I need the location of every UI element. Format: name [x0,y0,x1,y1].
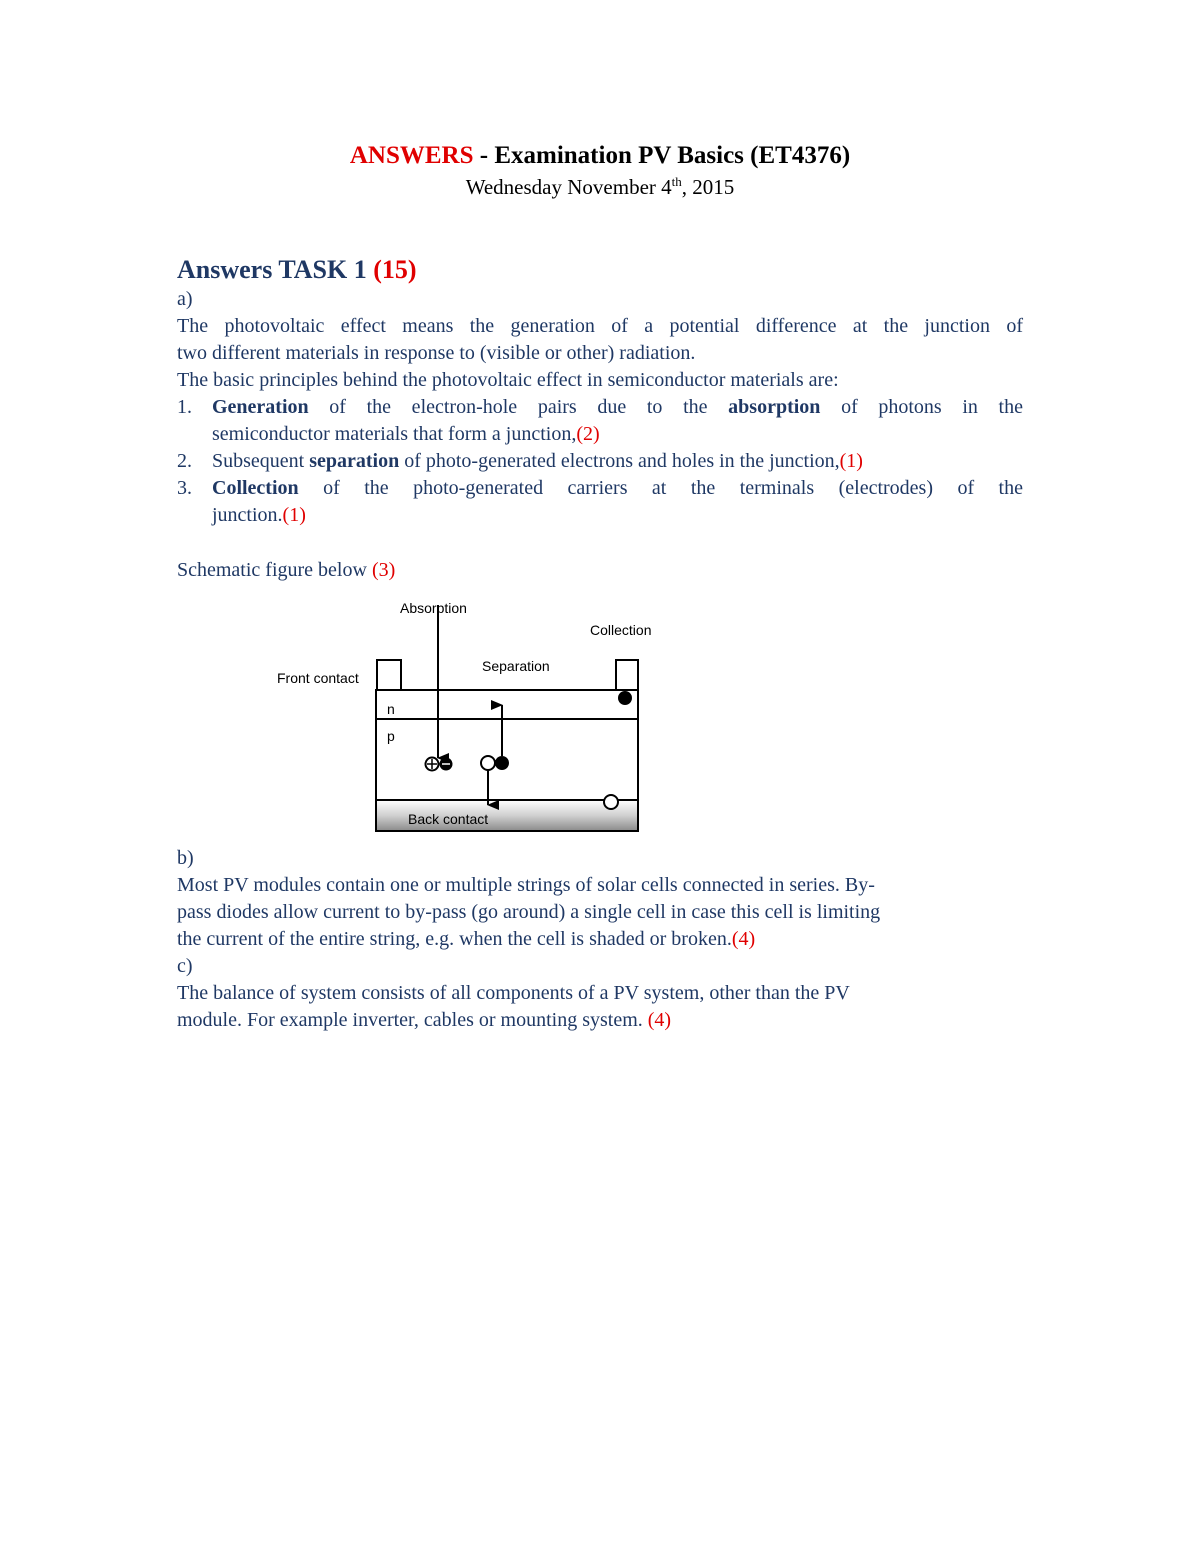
item-text: of photons in the [820,396,1023,418]
item-text: of the photo-generated carriers at the terminals (electrodes) of the [298,477,1023,499]
part-b-line3-text: the current of the entire string, e.g. when the cell is shaded or broken. [177,928,732,950]
list-number: 3. [177,477,192,499]
part-b-line1: Most PV modules contain one or multiple strings of solar cells connected in series. By- [177,874,875,896]
part-b-line3 [177,926,1023,953]
separated-hole-icon [481,756,495,770]
part-b-points: (4) [731,928,756,950]
item-text: of the electron-hole pairs due to the [308,396,729,418]
bold-term: Generation [212,396,309,418]
part-a-intro-line1: The photovoltaic effect means the generation of a potential difference at the junction of [177,315,1023,337]
part-c-line1: The balance of system consists of all components of a PV system, other than the PV [177,982,850,1004]
item-text: Subsequent [212,450,310,472]
list-number: 1. [177,396,192,418]
part-c-line2-text: module. For example inverter, cables or mounting system. [177,1009,648,1031]
part-a-intro-line2: two different materials in response to (visible or other) radiation. [177,342,696,364]
answers-word: ANSWERS [349,142,474,169]
part-a-label: a) [177,288,193,310]
front-contact-right [616,660,638,690]
part-c-points: (4) [647,1009,672,1031]
item-points: (2) [576,423,600,445]
list-item [177,475,1023,529]
date-sup: th [671,174,682,189]
principles-intro: The basic principles behind the photovoltaic effect in semiconductor materials are: [177,369,839,391]
separation-label: Separation [482,658,550,674]
pv-cell-diagram [260,595,680,840]
front-contact-label: Front contact [277,670,359,686]
title-rest: - Examination PV Basics (ET4376) [473,142,851,169]
figure-points: (3) [371,559,396,581]
collected-hole-icon [604,795,618,809]
absorption-label: Absorption [400,600,467,616]
collection-label: Collection [590,622,652,638]
list-item [177,394,1023,448]
bold-term: Collection [212,477,299,499]
collected-electron-icon [618,691,632,705]
bold-term: separation [309,450,400,472]
separated-electron-icon [495,756,509,770]
item-points: (1) [839,450,863,472]
caption-text: Schematic figure below [177,559,372,581]
bold-term: absorption [728,396,821,418]
item-text: of photo-generated electrons and holes in the junction, [399,450,840,472]
front-contact-left [377,660,401,690]
part-c-line2 [177,1007,1023,1034]
back-contact-label: Back contact [408,811,489,827]
task1-heading [177,255,417,285]
date-prefix: Wednesday November 4 [465,175,672,199]
n-layer-label: n [387,701,395,717]
list-number: 2. [177,450,192,472]
list-item [177,448,1023,475]
p-layer-label: p [387,728,395,744]
task1-heading-text: Answers TASK 1 [177,255,374,284]
part-b-label: b) [177,847,194,869]
figure-caption [177,557,1023,584]
cell-body [376,690,638,800]
part-c-label: c) [177,955,193,977]
list-text [212,448,1023,475]
date-suffix: , 2015 [681,175,735,199]
list-text [212,475,1023,529]
item-text: junction. [212,504,283,526]
exam-date [0,174,1200,200]
part-b-line2: pass diodes allow current to by-pass (go around) a single cell in case this cell is limiting [177,901,881,923]
document-title [0,142,1200,170]
list-text [212,394,1023,448]
item-text: semiconductor materials that form a junction, [212,423,577,445]
task1-points: (15) [373,255,417,284]
item-points: (1) [282,504,306,526]
